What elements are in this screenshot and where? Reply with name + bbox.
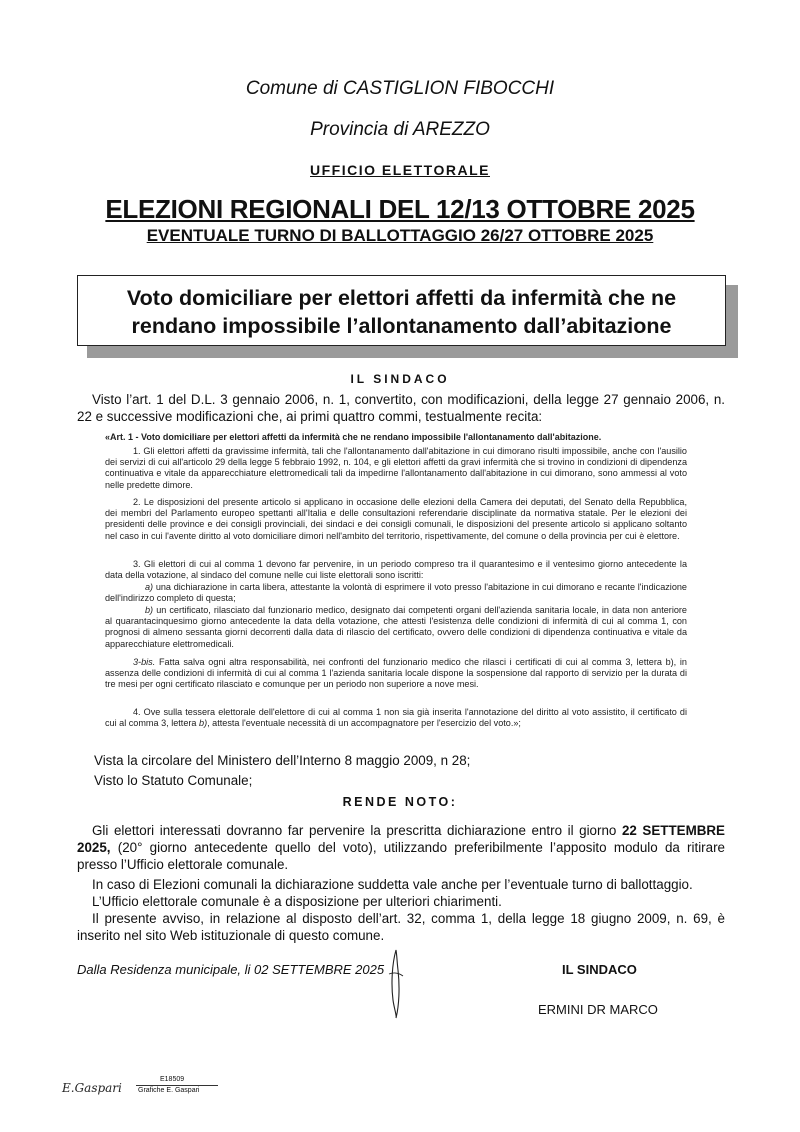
signature-title: IL SINDACO — [562, 962, 637, 977]
quote-comma-3bis-label: 3-bis. — [133, 657, 156, 667]
quote-comma-3: 3. Gli elettori di cui al comma 1 devono far pervenire, in un periodo compreso tra il quarantesimo e il ventesimo giorno antecedente la data della votazione, al sindaco del comune nelle cui liste elettorali sono iscritti: — [105, 559, 687, 581]
quote-comma-2: 2. Le disposizioni del presente articolo si applicano in occasione delle elezioni della Camera dei deputati, del Senato della Repubblica, dei membri del Parlamento europeo spettanti all'Italia e delle consultazioni referendarie disciplinate da normativa statale. Per le elezioni dei presidenti delle province e dei consigli provinciali, dei sindaci e dei consigli comunali, le disposizioni del presente articolo si applicano soltanto nel caso in cui l'avente diritto al voto domiciliare dimori nell'ambito del territorio, rispettivamente, del comune o della provincia per cui è elettore. — [105, 497, 687, 541]
quote-comma-4 — [105, 707, 687, 729]
footer-rule — [136, 1085, 218, 1086]
quote-comma-3a-text: una dichiarazione in carta libera, attestante la volontà di esprimere il voto presso l'abitazione in cui dimorano e recante l'indicazione dell'indirizzo completo di questa; — [105, 582, 687, 604]
circolare-line: Vista la circolare del Ministero dell’Interno 8 maggio 2009, n 28; — [94, 753, 471, 768]
quote-comma-3a — [105, 582, 687, 604]
deadline-date: 22 SETTEMBRE 2025, — [77, 823, 725, 855]
quote-comma-3b — [105, 605, 687, 650]
ballottaggio-paragraph: In caso di Elezioni comunali la dichiarazione suddetta vale anche per l’eventuale turno di ballottaggio. — [92, 877, 693, 892]
avviso-paragraph: Il presente avviso, in relazione al disposto dell’art. 32, comma 1, della legge 18 giugno 2009, n. 69, è inserito nel sito Web istituzionale di questo comune. — [77, 911, 725, 943]
quote-comma-3bis — [105, 657, 687, 691]
visto-paragraph: Visto l’art. 1 del D.L. 3 gennaio 2006, n. 1, convertito, con modificazioni, della legge 27 gennaio 2006, n. 22 e successive modificazioni che, ai primi quattro commi, testualmente recita: — [77, 392, 725, 424]
signer-name: ERMINI DR MARCO — [538, 1002, 658, 1017]
deadline-text-b: (20° giorno antecedente quello del voto), utilizzando preferibilmente l’apposito modulo da ritirare presso l’Ufficio elettorale comunale. — [77, 840, 725, 872]
printer-name: Grafiche E. Gaspari — [138, 1087, 200, 1094]
quote-comma-4-c: , attesta l'eventuale necessità di un accompagnatore per l'esercizio del voto.»; — [207, 718, 521, 729]
quote-comma-3a-label: a) — [145, 582, 154, 592]
deadline-paragraph — [77, 822, 725, 873]
quote-comma-4-b: b) — [199, 718, 208, 729]
comune-title: Comune di CASTIGLION FIBOCCHI — [245, 78, 555, 99]
page-subtitle: EVENTUALE TURNO DI BALLOTTAGGIO 26/27 OTTOBRE 2025 — [146, 226, 654, 245]
rende-noto-heading: RENDE NOTO: — [342, 795, 458, 809]
quote-comma-3b-label: b) — [145, 605, 154, 615]
handwritten-signature — [385, 948, 407, 1020]
svg-text:E.Gaspari: E.Gaspari — [62, 1081, 122, 1095]
ufficio-heading: UFFICIO ELETTORALE — [310, 162, 490, 178]
form-code: E18509 — [160, 1076, 185, 1083]
page-title: ELEZIONI REGIONALI DEL 12/13 OTTOBRE 2025 — [105, 194, 695, 224]
il-sindaco-heading: IL SINDACO — [350, 372, 450, 386]
deadline-text-a: Gli elettori interessati dovranno far pervenire la prescritta dichiarazione entro il giorno — [92, 823, 622, 838]
date-place-line: Dalla Residenza municipale, li 02 SETTEMBRE 2025 — [77, 962, 385, 977]
chiarimenti-paragraph: L’Ufficio elettorale comunale è a disposizione per ulteriori chiarimenti. — [92, 894, 502, 909]
quote-comma-3bis-text: Fatta salva ogni altra responsabilità, nei confronti del funzionario medico che rilasci i certificati di cui al comma 3, lettera b), in assenza delle condizioni di infermità di cui al comma 1 l'azienda sanitaria locale dispone la sospensione dal rapporto di servizio per la durata di tre mesi per ogni certificato rilasciato e comunque per un periodo non superiore a nove mesi. — [105, 657, 687, 690]
statuto-line: Visto lo Statuto Comunale; — [94, 773, 253, 788]
subject-box — [77, 275, 726, 346]
quote-comma-3b-text: un certificato, rilasciato dal funzionario medico, designato dai competenti organi dell'azienda sanitaria locale, in data non anteriore al quarantacinquesimo giorno antecedente la data della votazione, che attesti l'esistenza delle condizioni di infermità di cui al comma 1, con prognosi di almeno sessanta giorni decorrenti dalla data di rilascio del certificato, ovvero delle condizioni di dipendenza continuativa e vitale da apparecchiature elettromedicali. — [105, 605, 687, 649]
provincia-title: Provincia di AREZZO — [310, 119, 490, 140]
quote-comma-1: 1. Gli elettori affetti da gravissime infermità, tali che l'allontanamento dall'abitazione in cui dimorano risulti impossibile, anche con l'ausilio dei servizi di cui all'articolo 29 della legge 5 febbraio 1992, n. 104, e gli elettori affetti da gravi infermità che si trovino in condizioni di dipendenza continuativa e vitale da apparecchiature elettromedicali tali da impedirne l'allontanamento dall'abitazione in cui dimorano, sono ammessi al voto nelle predette dimore. — [105, 446, 687, 490]
subject-line-1: Voto domiciliare per elettori affetti da infermità che ne — [126, 286, 677, 310]
subject-line-2: rendano impossibile l’allontanamento dall’abitazione — [131, 314, 672, 338]
quote-title: «Art. 1 - Voto domiciliare per elettori affetti da infermità che ne rendano impossibile l'allontanamento dall'abitazione. — [105, 432, 602, 442]
quote-comma-4-a: 4. Ove sulla tessera elettorale dell'elettore di cui al comma 1 non sia già inserita l'annotazione del diritto al voto assistito, il certificato di cui al comma 3, lettera — [105, 707, 687, 729]
